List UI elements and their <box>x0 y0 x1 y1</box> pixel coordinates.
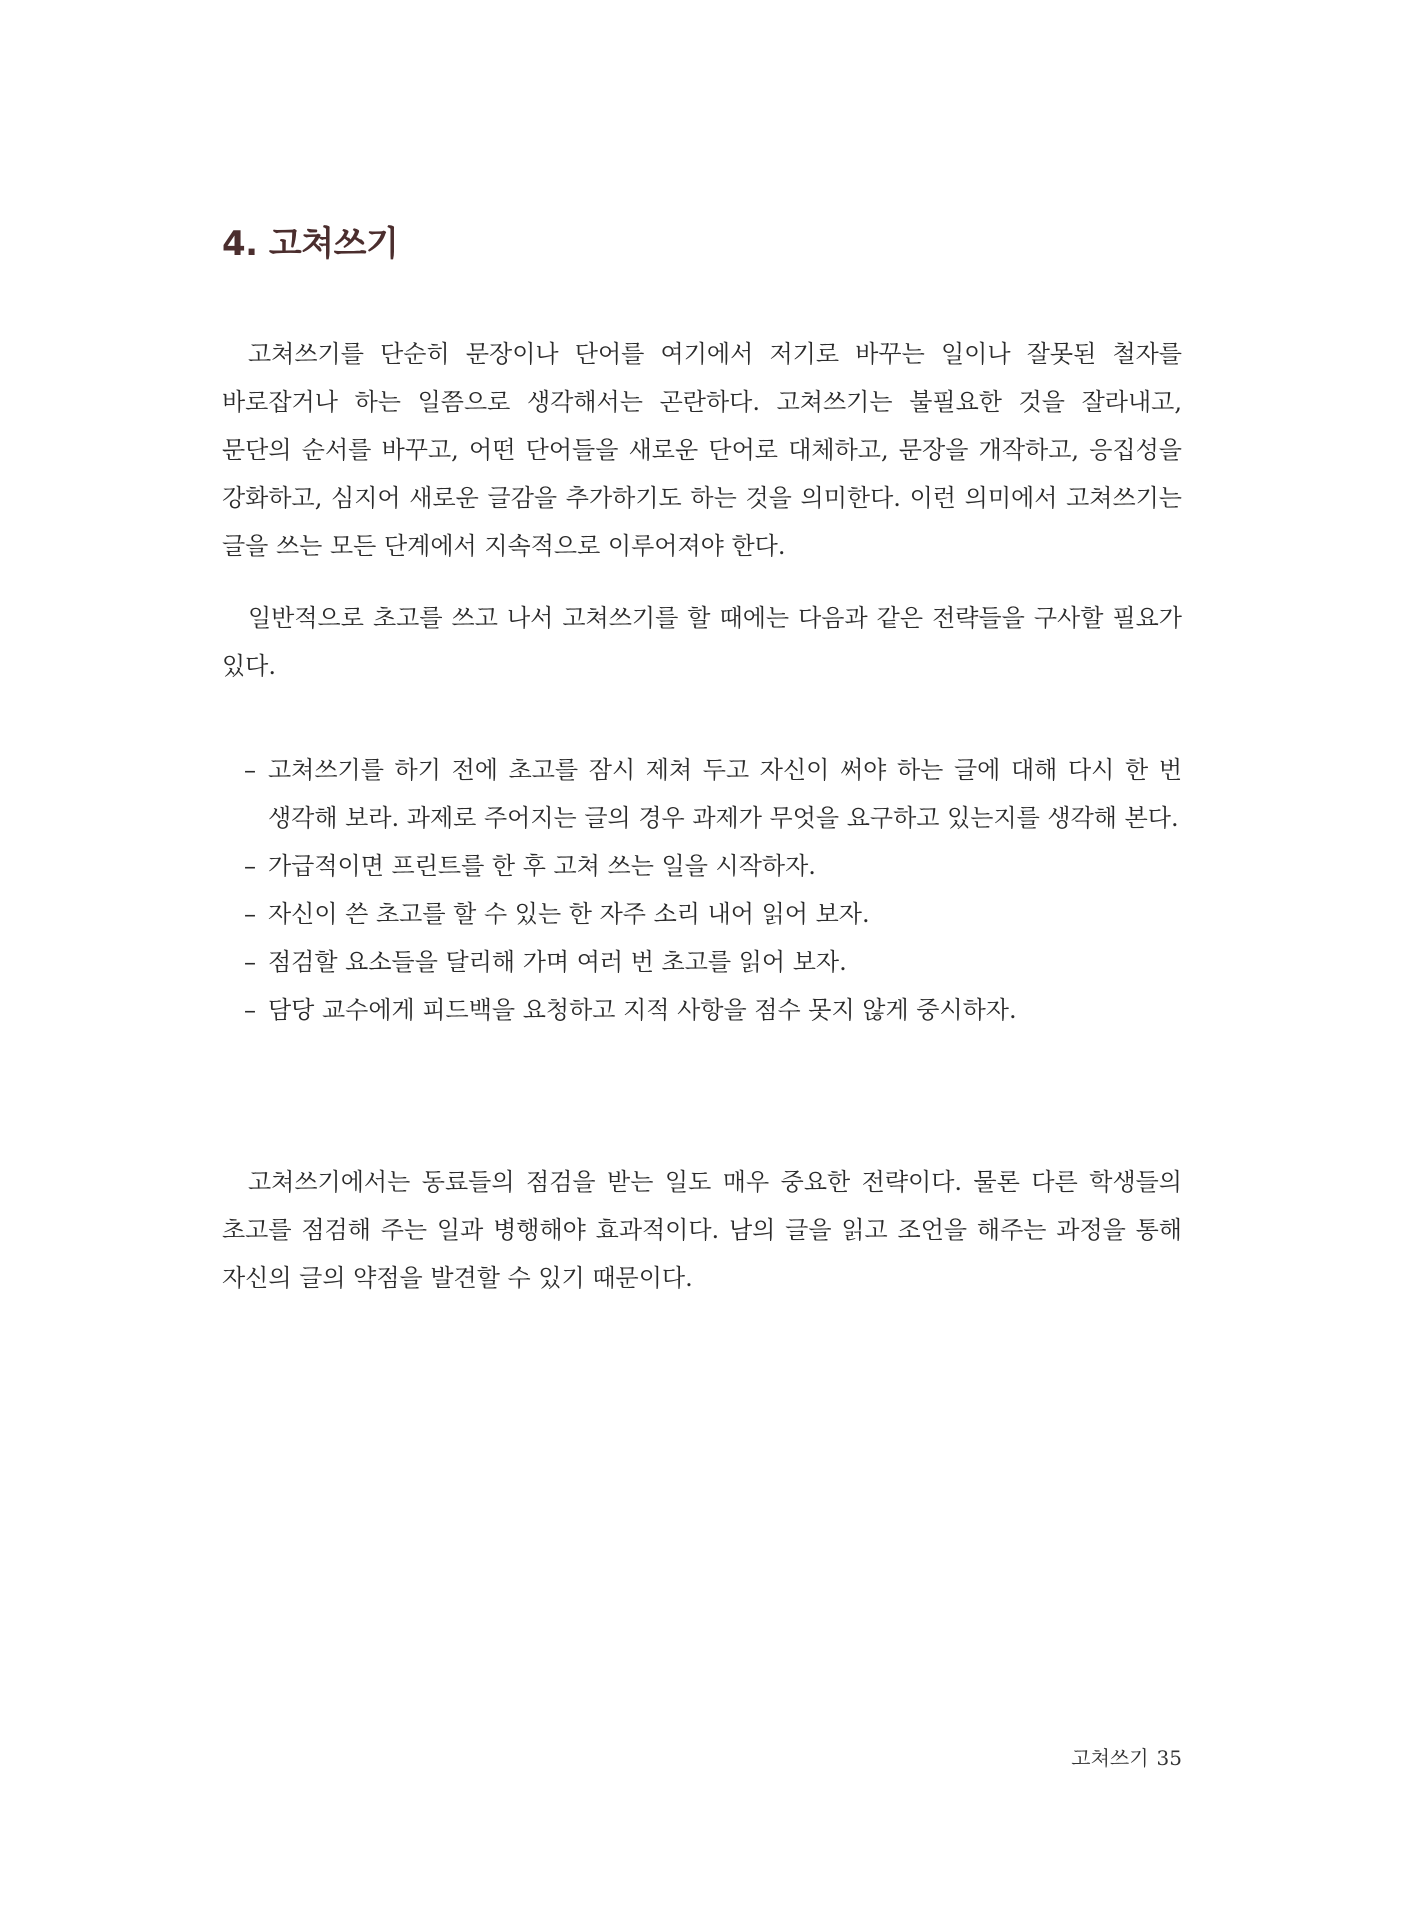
body-paragraph-strategies-lead: 일반적으로 초고를 쓰고 나서 고쳐쓰기를 할 때에는 다음과 같은 전략들을 구사할 필요가 있다. <box>222 604 1182 680</box>
dash-bullet-icon: – <box>244 852 256 880</box>
dash-bullet-icon: – <box>244 900 256 928</box>
section-title: 4. 고쳐쓰기 <box>222 224 399 264</box>
strategy-list-item <box>244 986 1182 1034</box>
body-paragraph-intro: 고쳐쓰기를 단순히 문장이나 단어를 여기에서 저기로 바꾸는 일이나 잘못된 철자를 바로잡거나 하는 일쯤으로 생각해서는 곤란하다. 고쳐쓰기는 불필요한 것을 잘라내고, 문단의 순서를 바꾸고, 어떤 단어들을 새로운 단어로 대체하고, 문장을 개작하고, 응집성을 강화하고, 심지어 새로운 글감을 추가하기도 하는 것을 의미한다. 이런 의미에서 고쳐쓰기는 글을 쓰는 모든 단계에서 지속적으로 이루어져야 한다. <box>222 340 1182 560</box>
strategy-list-item <box>244 746 1182 842</box>
strategy-list-item <box>244 842 1182 890</box>
page-footer <box>1071 1744 1182 1772</box>
dash-bullet-icon: – <box>244 948 256 976</box>
strategy-list-item <box>244 890 1182 938</box>
running-title: 고쳐쓰기 <box>1071 1746 1149 1770</box>
dash-bullet-icon: – <box>244 756 256 784</box>
strategy-text: 담당 교수에게 피드백을 요청하고 지적 사항을 점수 못지 않게 중시하자. <box>268 996 1017 1024</box>
strategy-list <box>244 746 1182 1034</box>
strategy-text: 점검할 요소들을 달리해 가며 여러 번 초고를 읽어 보자. <box>268 948 847 976</box>
body-paragraph-peer-review: 고쳐쓰기에서는 동료들의 점검을 받는 일도 매우 중요한 전략이다. 물론 다른 학생들의 초고를 점검해 주는 일과 병행해야 효과적이다. 남의 글을 읽고 조언을 해주는 과정을 통해 자신의 글의 약점을 발견할 수 있기 때문이다. <box>222 1168 1182 1292</box>
dash-bullet-icon: – <box>244 996 256 1024</box>
strategy-text: 고쳐쓰기를 하기 전에 초고를 잠시 제쳐 두고 자신이 써야 하는 글에 대해 다시 한 번 생각해 보라. 과제로 주어지는 글의 경우 과제가 무엇을 요구하고 있는지를 생각해 본다. <box>268 756 1182 832</box>
strategy-list-item <box>244 938 1182 986</box>
strategy-text: 가급적이면 프린트를 한 후 고쳐 쓰는 일을 시작하자. <box>268 852 816 880</box>
strategy-text: 자신이 쓴 초고를 할 수 있는 한 자주 소리 내어 읽어 보자. <box>268 900 870 928</box>
page-number: 35 <box>1156 1746 1182 1770</box>
